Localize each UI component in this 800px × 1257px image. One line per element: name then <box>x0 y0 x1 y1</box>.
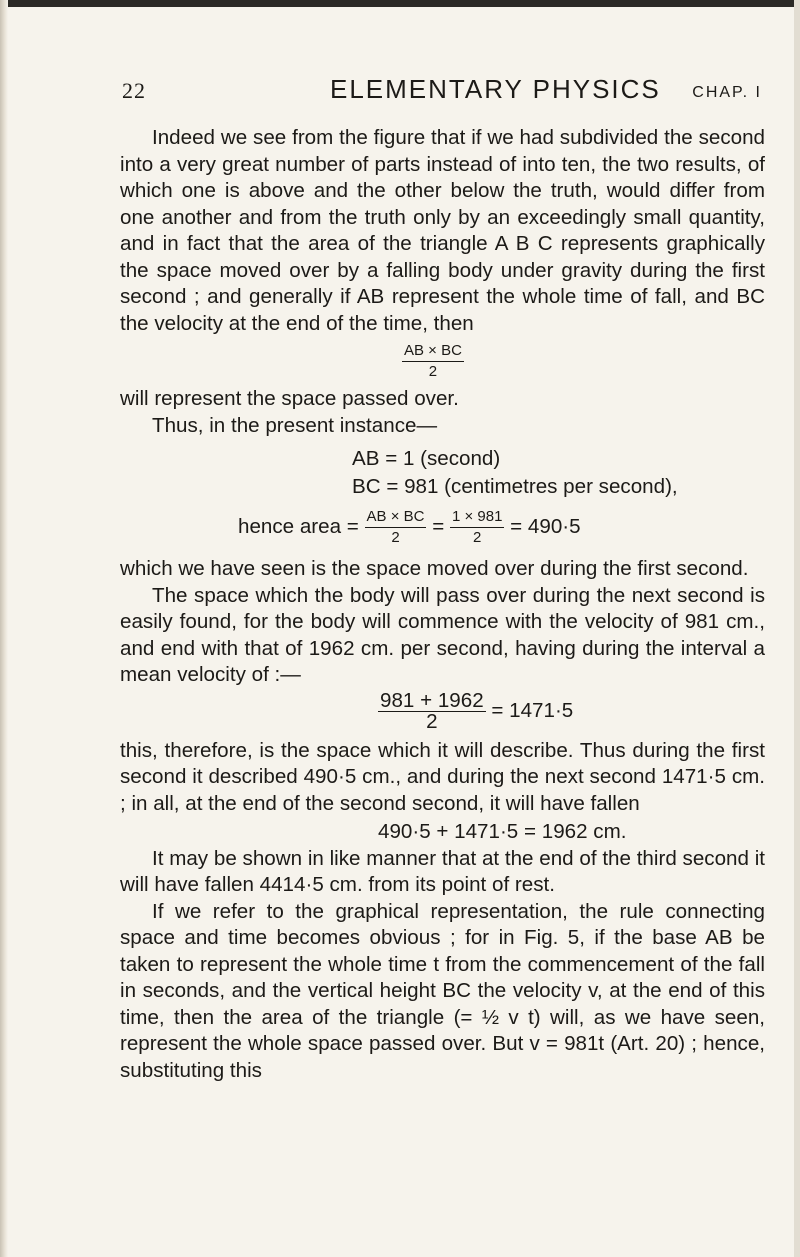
running-header <box>122 74 762 108</box>
formula-ab-bc-over-2 <box>402 341 765 382</box>
mean-velocity-equation <box>378 688 765 733</box>
paragraph: Thus, in the present instance— <box>152 413 438 437</box>
paragraph: Indeed we see from the figure that if we had subdivided the second into a very great number of parts instead of into ten, the two results, of which one is above and the other below the truth, would differ from one another and from the truth only by an exceedingly small quantity, and in fact that the area of the triangle A B C represents graphically the space moved over by a falling body under gravity during the first second ; and generally if AB represent the whole time of fall, and BC the velocity at the end of the time, then <box>120 126 765 335</box>
formula-numerator: AB × BC <box>402 341 464 362</box>
paragraph: will represent the space passed over. <box>120 387 459 410</box>
page-body <box>120 125 765 1084</box>
definition-ab: AB = 1 (second) <box>352 447 501 470</box>
page-binding-edge <box>0 0 8 1257</box>
sum-equation: 490·5 + 1471·5 = 1962 cm. <box>378 820 627 843</box>
paragraph: It may be shown in like manner that at the end of the third second it will have fallen 4414·5 cm. from its point of rest. <box>120 846 765 896</box>
area-prefix: hence area = <box>238 514 365 538</box>
definitions-block <box>120 445 765 501</box>
paragraph: which we have seen is the space moved over during the first second. <box>120 557 749 580</box>
area-frac1-numerator: AB × BC <box>365 507 427 528</box>
area-frac1-denominator: 2 <box>391 529 400 546</box>
chapter-label: CHAP. I <box>692 84 762 101</box>
paragraph: If we refer to the graphical representation, the rule connecting space and time becomes obvious ; for in Fig. 5, if the base AB be taken to represent the whole time t from the commencement of the fall in seconds, and the vertical height BC the velocity v, at the end of this time, then the area of the triangle (= ½ v t) will, as we have seen, represent the whole space passed over. But v = 981t (Art. 20) ; hence, substituting this <box>120 899 765 1082</box>
area-result: = 490·5 <box>510 514 581 538</box>
mean-result: = 1471·5 <box>491 698 574 722</box>
mean-numerator: 981 + 1962 <box>380 688 484 712</box>
mean-denominator: 2 <box>426 709 438 733</box>
scan-border-right <box>794 0 800 1257</box>
page-number: 22 <box>122 78 146 103</box>
book-page <box>30 0 792 1257</box>
area-equation <box>238 507 765 548</box>
paragraph: The space which the body will pass over during the next second is easily found, for the body will commence with the velocity of 981 cm., and end with that of 1962 cm. per second, having during the interval a mean velocity of :— <box>120 583 765 686</box>
area-frac2-numerator: 1 × 981 <box>450 507 504 528</box>
paragraph: this, therefore, is the space which it will describe. Thus during the first second it described 490·5 cm., and during the next second 1471·5 cm. ; in all, at the end of the second second, it will have fallen <box>120 738 765 815</box>
formula-denominator: 2 <box>428 363 438 380</box>
area-frac2-denominator: 2 <box>473 529 482 546</box>
definition-bc: BC = 981 (centimetres per second), <box>352 475 678 498</box>
running-title: ELEMENTARY PHYSICS <box>330 74 661 104</box>
area-equals: = <box>432 514 450 538</box>
